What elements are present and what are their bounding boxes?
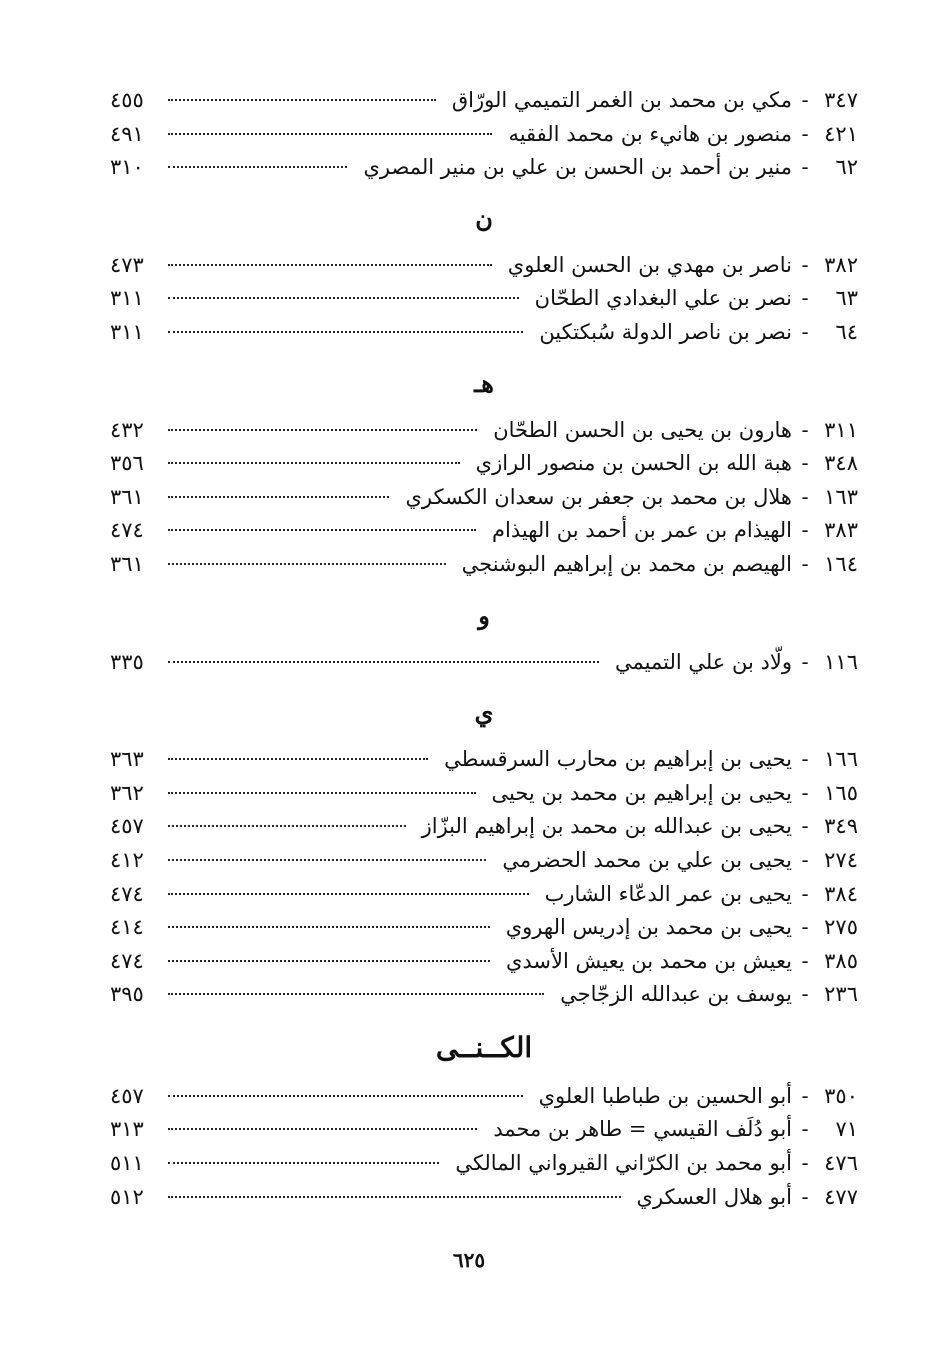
dot-leader bbox=[168, 758, 428, 760]
dot-leader bbox=[168, 792, 476, 794]
entry-page: ٥١٢ bbox=[110, 1184, 144, 1209]
index-list bbox=[110, 84, 858, 1214]
entry-dash: - bbox=[801, 252, 809, 277]
entry-number: ٦٣ bbox=[835, 286, 858, 311]
entry-dash: - bbox=[801, 948, 809, 973]
entry-name: يوسف بن عبدالله الزجّاجي bbox=[560, 982, 792, 1007]
index-entry bbox=[110, 151, 858, 185]
entry-dash: - bbox=[801, 286, 809, 311]
entry-dash: - bbox=[801, 649, 809, 674]
section-letter: ن bbox=[475, 203, 493, 233]
entry-dash: - bbox=[801, 1184, 809, 1209]
entry-name: يحيى بن عبدالله بن محمد بن إبراهيم البزّاز bbox=[421, 814, 792, 839]
entry-name: منير بن أحمد بن الحسن بن علي بن منير المصري bbox=[363, 155, 792, 180]
entry-name: الهيصم بن محمد بن إبراهيم البوشنجي bbox=[461, 551, 792, 576]
entry-number: ٢٧٥ bbox=[824, 915, 858, 940]
index-entry bbox=[110, 447, 858, 481]
entry-dash: - bbox=[801, 484, 809, 509]
entry-name: مكي بن محمد بن الغمر التميمي الورّاق bbox=[451, 88, 792, 112]
entry-page: ٣٥٦ bbox=[110, 451, 144, 476]
entry-number: ٣٤٧ bbox=[824, 88, 858, 112]
entry-page: ٣٣٥ bbox=[110, 649, 144, 674]
entry-page: ٣١١ bbox=[110, 286, 144, 311]
entry-dash: - bbox=[801, 451, 809, 476]
entry-number: ٤٧٧ bbox=[824, 1184, 858, 1209]
entry-dash: - bbox=[801, 915, 809, 940]
dot-leader bbox=[168, 661, 599, 663]
dot-leader bbox=[168, 529, 476, 531]
dot-leader bbox=[168, 462, 460, 464]
entry-number: ١٦٦ bbox=[824, 747, 858, 772]
dot-leader bbox=[168, 926, 490, 928]
dot-leader bbox=[168, 859, 486, 861]
entry-dash: - bbox=[801, 551, 809, 576]
entry-number: ٣٤٨ bbox=[824, 451, 858, 476]
entry-page: ٣١٠ bbox=[110, 155, 144, 180]
dot-leader bbox=[168, 960, 490, 962]
entry-dash: - bbox=[801, 1083, 809, 1108]
dot-leader bbox=[168, 264, 492, 266]
dot-leader bbox=[168, 1196, 621, 1198]
entry-page: ٣٦٢ bbox=[110, 780, 144, 805]
entry-page: ٤١٤ bbox=[110, 915, 144, 940]
dot-leader bbox=[168, 563, 446, 565]
index-entry bbox=[110, 282, 858, 316]
entry-name: أبو دُلَف القيسي = طاهر بن محمد bbox=[493, 1117, 792, 1142]
entry-page: ٤٧٤ bbox=[110, 881, 144, 906]
entry-number: ٧١ bbox=[835, 1117, 858, 1142]
entry-number: ١٦٣ bbox=[824, 484, 858, 509]
entry-number: ٣٤٩ bbox=[824, 814, 858, 839]
index-entry bbox=[110, 810, 858, 844]
entry-number: ٢٣٦ bbox=[824, 982, 858, 1007]
index-entry bbox=[110, 514, 858, 548]
entry-dash: - bbox=[801, 417, 809, 442]
entry-dash: - bbox=[801, 747, 809, 772]
entry-number: ١١٦ bbox=[824, 649, 858, 674]
entry-number: ٤٧٦ bbox=[824, 1151, 858, 1176]
entry-name: يعيش بن محمد بن يعيش الأسدي bbox=[505, 948, 792, 973]
entry-name: أبو محمد بن الكرّاني القيرواني المالكي bbox=[455, 1151, 792, 1176]
entry-page: ٤٣٢ bbox=[110, 417, 144, 442]
dot-leader bbox=[168, 1095, 523, 1097]
dot-leader bbox=[168, 133, 492, 135]
entry-page: ٤٧٤ bbox=[110, 518, 144, 543]
entry-page: ٤٧٣ bbox=[110, 252, 144, 277]
entry-dash: - bbox=[801, 780, 809, 805]
entry-page: ٣٦٣ bbox=[110, 747, 144, 772]
entry-page: ٥١١ bbox=[110, 1151, 144, 1176]
entry-name: نصر بن ناصر الدولة سُبكتكين bbox=[539, 319, 792, 344]
index-entry bbox=[110, 878, 858, 912]
entry-number: ٣٨٣ bbox=[824, 518, 858, 543]
entry-name: نصر بن علي البغدادي الطحّان bbox=[534, 286, 792, 311]
entry-number: ٣٨٢ bbox=[824, 252, 858, 277]
entry-dash: - bbox=[801, 518, 809, 543]
index-entry bbox=[110, 945, 858, 979]
page-number: ٦٢٥ bbox=[452, 1248, 486, 1272]
entry-number: ٦٤ bbox=[835, 319, 858, 344]
entry-name: يحيى بن محمد بن إدريس الهروي bbox=[505, 915, 792, 940]
entry-name: يحيى بن علي بن محمد الحضرمي bbox=[502, 847, 792, 872]
entry-dash: - bbox=[801, 847, 809, 872]
entry-name: يحيى بن إبراهيم بن محمد بن يحيى bbox=[491, 780, 792, 805]
entry-page: ٤٧٤ bbox=[110, 948, 144, 973]
entry-page: ٣٩٥ bbox=[110, 982, 144, 1007]
dot-leader bbox=[168, 429, 477, 431]
entry-dash: - bbox=[801, 1151, 809, 1176]
index-entry bbox=[110, 777, 858, 811]
index-entry bbox=[110, 1080, 858, 1114]
entry-dash: - bbox=[801, 982, 809, 1007]
index-entry bbox=[110, 1113, 858, 1147]
dot-leader bbox=[168, 99, 436, 101]
dot-leader bbox=[168, 297, 519, 299]
index-entry bbox=[110, 1147, 858, 1181]
index-entry bbox=[110, 978, 858, 1012]
section-letter: و bbox=[478, 600, 490, 630]
entry-page: ٤١٢ bbox=[110, 847, 144, 872]
index-entry bbox=[110, 316, 858, 350]
entry-dash: - bbox=[801, 319, 809, 344]
index-entry bbox=[110, 481, 858, 515]
index-entry bbox=[110, 118, 858, 152]
index-entry bbox=[110, 911, 858, 945]
entry-page: ٣١١ bbox=[110, 319, 144, 344]
index-entry bbox=[110, 84, 858, 118]
entry-dash: - bbox=[801, 88, 809, 112]
entry-page: ٣١٣ bbox=[110, 1117, 144, 1142]
index-entry bbox=[110, 1181, 858, 1215]
dot-leader bbox=[168, 1128, 477, 1130]
entry-name: يحيى بن إبراهيم بن محارب السرقسطي bbox=[444, 747, 792, 772]
dot-leader bbox=[168, 166, 347, 168]
index-entry bbox=[110, 548, 858, 582]
index-entry bbox=[110, 646, 858, 680]
entry-name: أبو الحسين بن طباطبا العلوي bbox=[538, 1083, 792, 1108]
entry-dash: - bbox=[801, 155, 809, 180]
entry-dash: - bbox=[801, 1117, 809, 1142]
entry-name: منصور بن هانيء بن محمد الفقيه bbox=[508, 121, 792, 146]
entry-number: ٣٥٠ bbox=[824, 1083, 858, 1108]
entry-dash: - bbox=[801, 814, 809, 839]
entry-page: ٤٥٧ bbox=[110, 814, 144, 839]
entry-name: ولّاد بن علي التميمي bbox=[614, 649, 792, 674]
index-entry bbox=[110, 743, 858, 777]
entry-number: ١٦٥ bbox=[824, 780, 858, 805]
entry-dash: - bbox=[801, 121, 809, 146]
entry-page: ٤٩١ bbox=[110, 121, 144, 146]
entry-name: أبو هلال العسكري bbox=[636, 1184, 792, 1209]
entry-number: ١٦٤ bbox=[824, 551, 858, 576]
entry-page: ٤٥٥ bbox=[110, 88, 144, 112]
dot-leader bbox=[168, 1162, 439, 1164]
index-entry bbox=[110, 249, 858, 283]
entry-dash: - bbox=[801, 881, 809, 906]
entry-number: ٣١١ bbox=[824, 417, 858, 442]
entry-number: ٢٧٤ bbox=[824, 847, 858, 872]
entry-name: يحيى بن عمر الدعّاء الشارب bbox=[544, 881, 792, 906]
index-entry bbox=[110, 414, 858, 448]
entry-name: الهيذام بن عمر بن أحمد بن الهيذام bbox=[492, 518, 792, 543]
entry-number: ٣٨٤ bbox=[824, 881, 858, 906]
entry-name: ناصر بن مهدي بن الحسن العلوي bbox=[507, 252, 792, 277]
entry-page: ٣٦١ bbox=[110, 551, 144, 576]
section-letter: الكــنــى bbox=[435, 1030, 533, 1064]
dot-leader bbox=[168, 993, 544, 995]
entry-number: ٦٢ bbox=[835, 155, 858, 180]
entry-name: هبة الله بن الحسن بن منصور الرازي bbox=[475, 451, 792, 476]
entry-name: هارون بن يحيى بن الحسن الطحّان bbox=[493, 417, 792, 442]
section-letter: هـ bbox=[474, 368, 494, 398]
section-letter: ي bbox=[474, 698, 494, 728]
dot-leader bbox=[168, 893, 529, 895]
entry-number: ٤٢١ bbox=[824, 121, 858, 146]
index-entry bbox=[110, 844, 858, 878]
entry-number: ٣٨٥ bbox=[824, 948, 858, 973]
entry-page: ٤٥٧ bbox=[110, 1083, 144, 1108]
entry-page: ٣٦١ bbox=[110, 484, 144, 509]
dot-leader bbox=[168, 825, 406, 827]
entry-name: هلال بن محمد بن جعفر بن سعدان الكسكري bbox=[405, 484, 792, 509]
dot-leader bbox=[168, 496, 389, 498]
dot-leader bbox=[168, 331, 523, 333]
